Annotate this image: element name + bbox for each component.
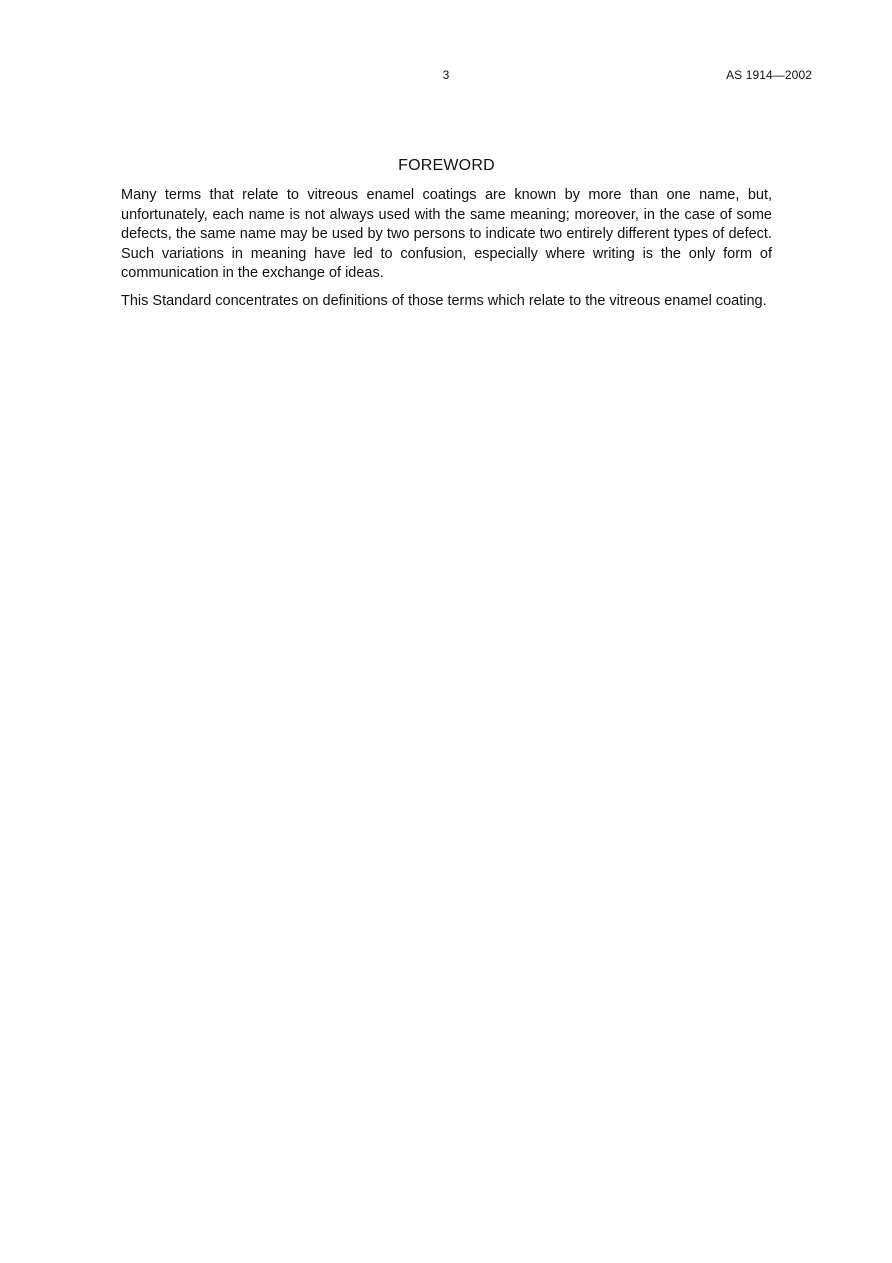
paragraph-intro: Many terms that relate to vitreous enamel coatings are known by more than one name, but, unfortunately, each name is not always used with the same meaning; moreover, in the case of some defects, the same name may be used by two persons to indicate two entirely different types of defect. Such variations in meaning have led to confusion, especially where writing is the only form of communication in the exchange of ideas. [121,187,772,282]
paragraph-scope: This Standard concentrates on definitions of those terms which relate to the vitreous enamel coating. [121,292,767,309]
page-title: FOREWORD [398,157,495,174]
document-id: AS 1914—2002 [726,68,812,82]
foreword-section [121,156,772,320]
page-number: 3 [442,68,450,82]
